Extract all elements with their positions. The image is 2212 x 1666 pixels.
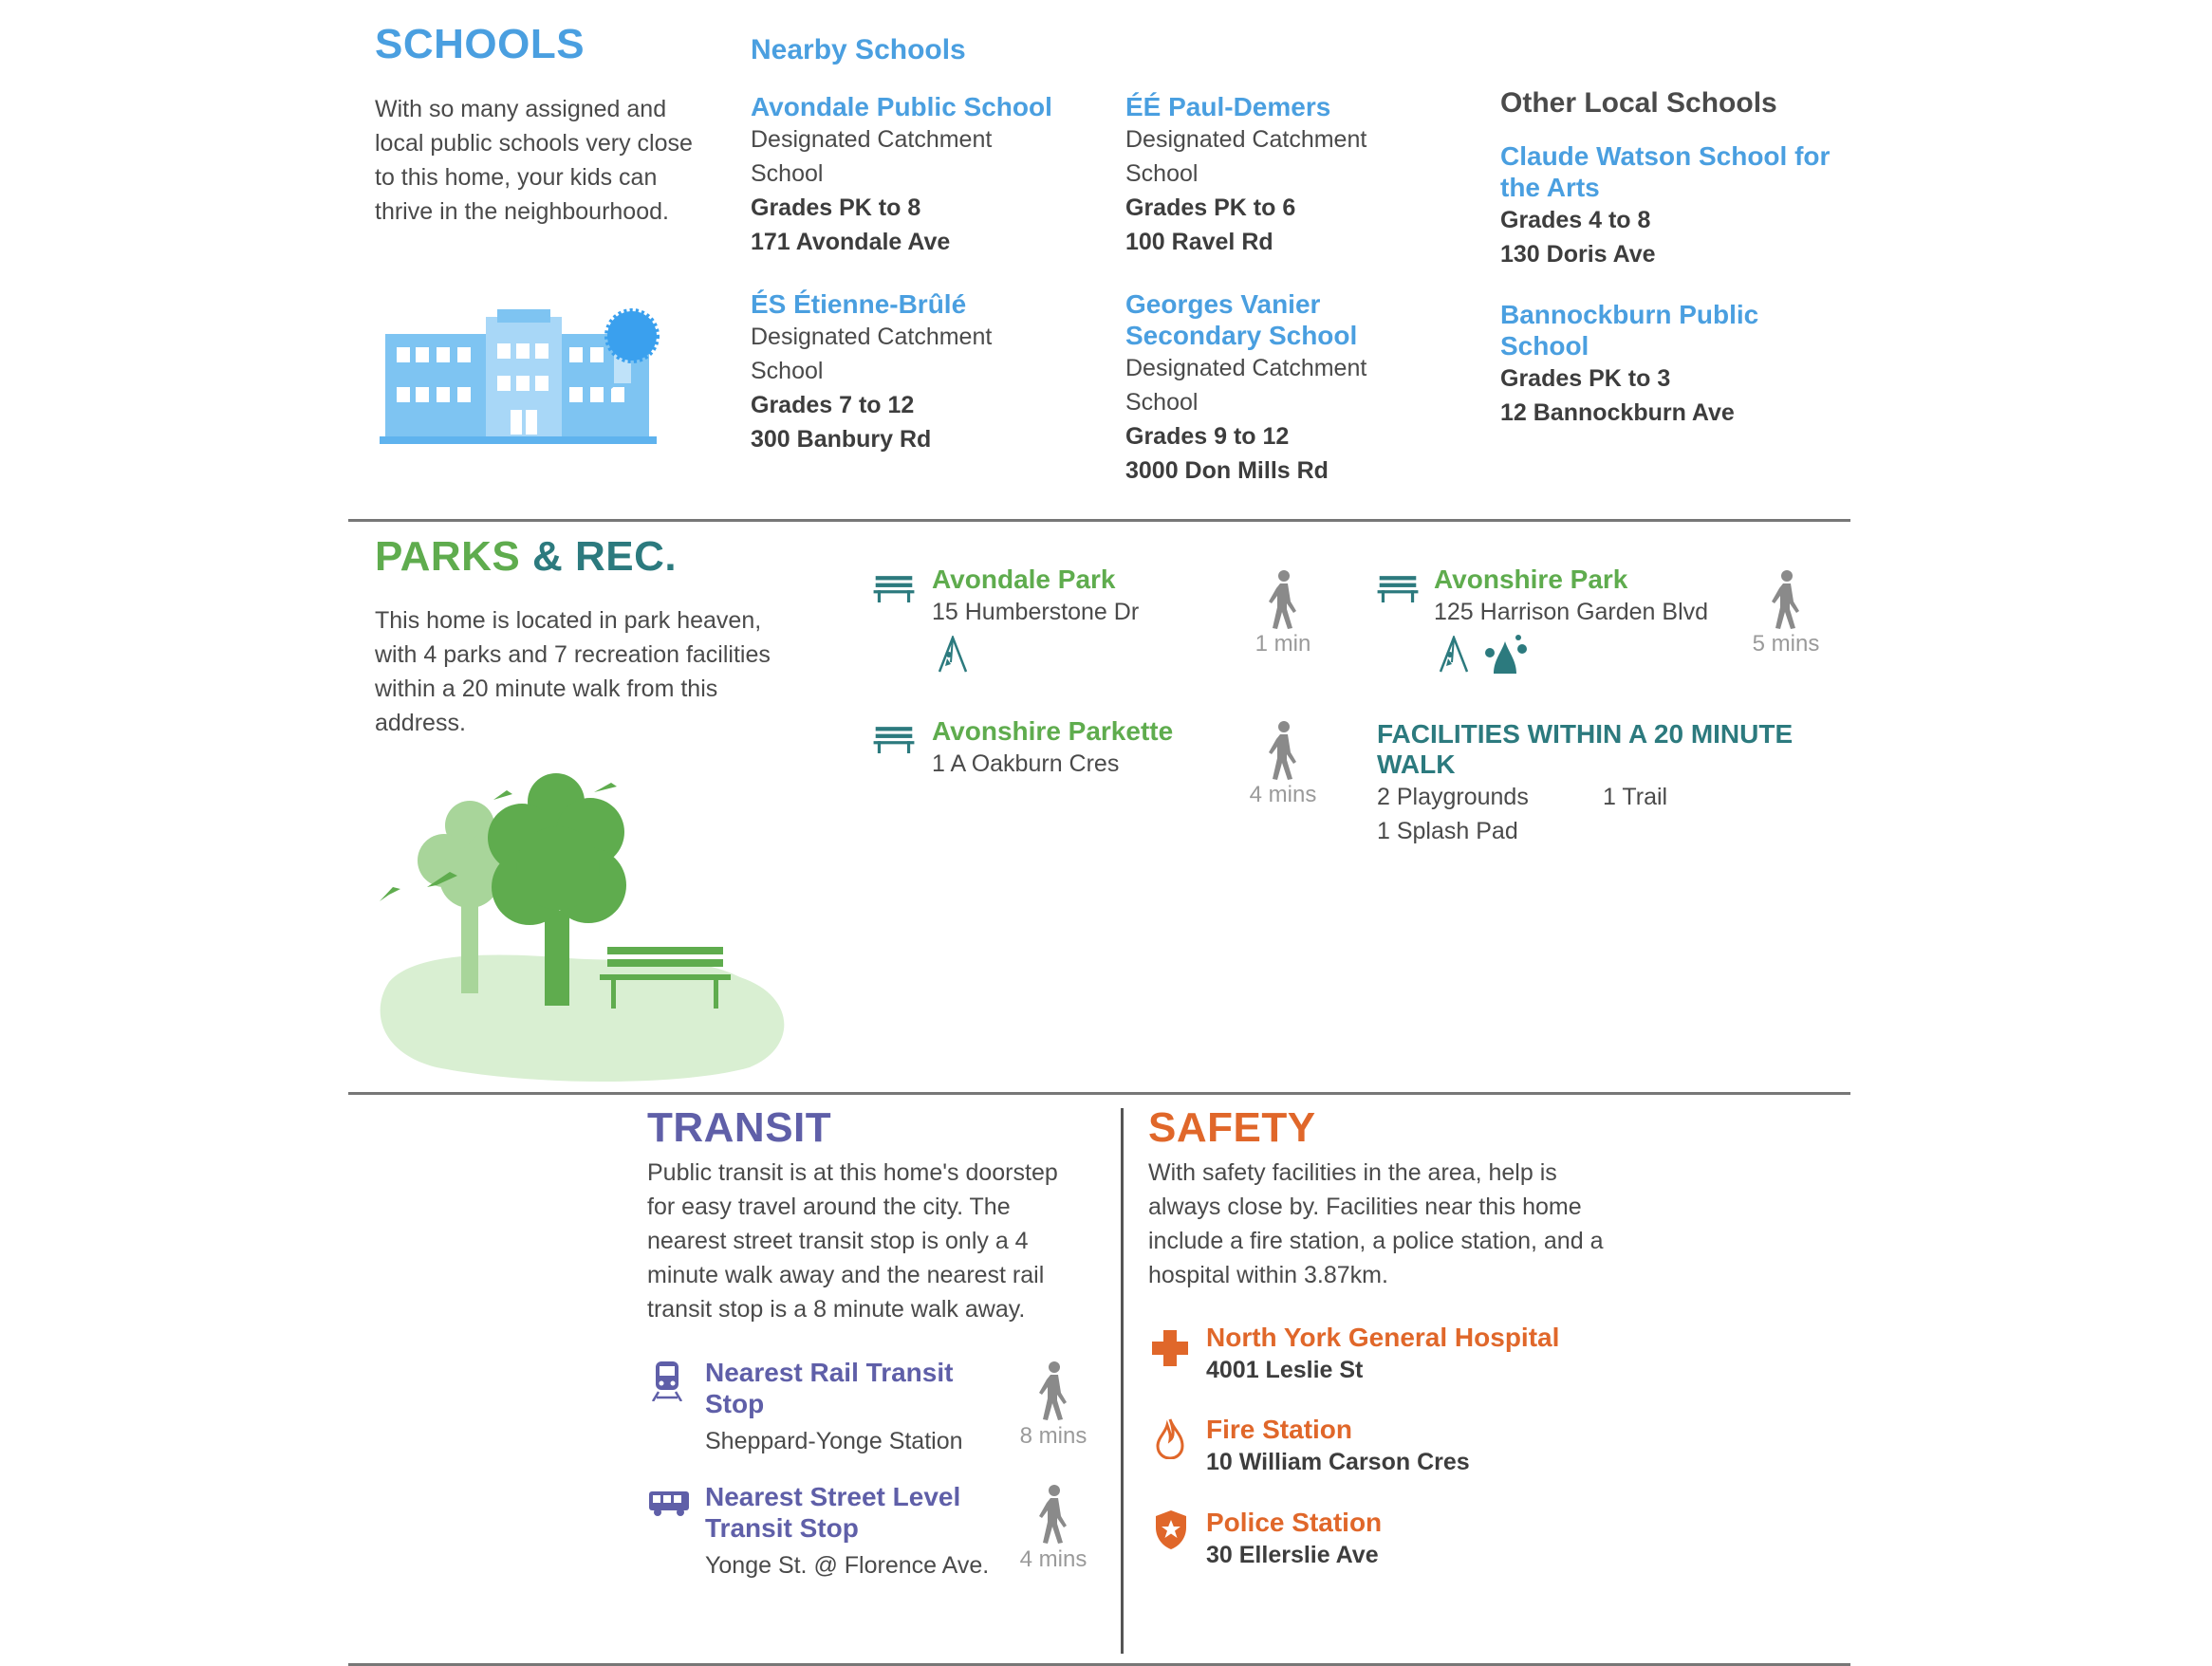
school-name[interactable]: Claude Watson School for the Arts [1500, 141, 1831, 202]
school-address: 12 Bannockburn Ave [1500, 399, 1735, 426]
school-name[interactable]: Georges Vanier Secondary School [1125, 289, 1358, 350]
school-card [1500, 140, 1842, 271]
splash-pad-icon [1484, 634, 1528, 676]
school-grades: Grades PK to 6 [1125, 194, 1296, 221]
safety-name[interactable]: Police Station [1206, 1508, 1383, 1537]
school-type: Designated Catchment School [1125, 126, 1367, 187]
safety-address: 4001 Leslie St [1206, 1357, 1364, 1383]
park-item [932, 715, 1255, 780]
school-type: Designated Catchment School [751, 324, 993, 384]
school-grades: Grades 4 to 8 [1500, 207, 1651, 233]
bench-icon [873, 574, 915, 602]
facility-item: 1 Splash Pad [1377, 818, 1518, 844]
school-name[interactable]: Bannockburn Public School [1500, 300, 1759, 361]
section-divider [348, 519, 1850, 522]
walk-time: 5 mins [1752, 631, 1820, 657]
parks-title-a: PARKS [375, 533, 521, 580]
bench-icon [873, 725, 915, 753]
safety-name[interactable]: Fire Station [1206, 1415, 1353, 1444]
walk-time: 1 min [1255, 631, 1311, 657]
walking-person-icon [1767, 569, 1805, 630]
parks-description: This home is located in park heaven, with 4 parks and 7 recreation facilities within a 20 minute walk from this address. [375, 607, 771, 736]
bench-icon [1377, 574, 1419, 602]
police-shield-icon [1154, 1509, 1188, 1550]
section-divider [348, 1092, 1850, 1095]
park-item [1434, 564, 1757, 628]
safety-item [1206, 1507, 1605, 1571]
school-grades: Grades 9 to 12 [1125, 423, 1290, 450]
transit-item [705, 1481, 1028, 1582]
schools-title: SCHOOLS [375, 21, 586, 67]
school-address: 300 Banbury Rd [751, 426, 932, 453]
safety-address: 10 William Carson Cres [1206, 1449, 1470, 1475]
park-address: 15 Humberstone Dr [932, 599, 1140, 625]
safety-title: SAFETY [1148, 1104, 1316, 1151]
transit-name[interactable]: Nearest Rail Transit Stop [705, 1358, 954, 1418]
walking-person-icon [1264, 569, 1302, 630]
award-ribbon-icon [600, 304, 666, 391]
walking-person-icon [1034, 1361, 1072, 1421]
bus-icon [647, 1490, 691, 1518]
parks-title-b: & REC. [532, 533, 678, 580]
park-address: 1 A Oakburn Cres [932, 750, 1120, 777]
school-name[interactable]: Avondale Public School [751, 92, 1052, 121]
school-card [1500, 299, 1785, 430]
walk-time: 4 mins [1249, 782, 1317, 807]
school-grades: Grades PK to 8 [751, 194, 921, 221]
park-address: 125 Harrison Garden Blvd [1434, 599, 1709, 625]
safety-item [1206, 1414, 1605, 1478]
transit-title: TRANSIT [647, 1104, 832, 1151]
park-item [932, 564, 1217, 628]
park-illustration-icon [380, 773, 797, 1082]
other-schools-heading: Other Local Schools [1500, 87, 1777, 119]
facility-item: 1 Trail [1603, 784, 1668, 810]
walking-person-icon [1034, 1484, 1072, 1545]
school-address: 100 Ravel Rd [1125, 229, 1273, 255]
transit-stop: Yonge St. @ Florence Ave. [705, 1552, 990, 1579]
safety-name[interactable]: North York General Hospital [1206, 1323, 1560, 1352]
safety-description: With safety facilities in the area, help is always close by. Facilities near this home include a fire station, a police station, and a hospital within 3.87km. [1148, 1159, 1604, 1288]
transit-description: Public transit is at this home's doorstep for easy travel around the city. The nearest street transit stop is only a 4 minute walk away and the nearest rail transit stop is a 8 minute walk away. [647, 1159, 1058, 1323]
hospital-cross-icon [1150, 1328, 1190, 1368]
transit-name[interactable]: Nearest Street Level Transit Stop [705, 1482, 961, 1543]
transit-stop: Sheppard-Yonge Station [705, 1428, 963, 1454]
transit-item [705, 1357, 1018, 1457]
train-icon [651, 1360, 683, 1401]
park-name[interactable]: Avonshire Park [1434, 565, 1628, 594]
school-grades: Grades PK to 3 [1500, 365, 1671, 392]
school-card [751, 91, 1092, 259]
facility-item: 2 Playgrounds [1377, 784, 1529, 810]
walk-time: 4 mins [1019, 1546, 1087, 1572]
school-card [1125, 288, 1410, 488]
parks-title [375, 533, 677, 581]
school-name[interactable]: ÉÉ Paul-Demers [1125, 92, 1331, 121]
school-name[interactable]: ÉS Étienne-Brûlé [751, 289, 967, 319]
school-address: 171 Avondale Ave [751, 229, 951, 255]
fire-flame-icon [1156, 1417, 1184, 1459]
nearby-schools-heading: Nearby Schools [751, 34, 966, 65]
walking-person-icon [1264, 720, 1302, 781]
playground-swing-icon [1437, 636, 1471, 674]
column-divider [1121, 1108, 1124, 1654]
safety-item [1206, 1322, 1605, 1386]
walk-time: 8 mins [1019, 1423, 1087, 1449]
school-address: 130 Doris Ave [1500, 241, 1656, 268]
facilities-title: FACILITIES WITHIN A 20 MINUTE WALK [1377, 719, 1794, 779]
school-address: 3000 Don Mills Rd [1125, 457, 1329, 484]
school-grades: Grades 7 to 12 [751, 392, 915, 418]
schools-description: With so many assigned and local public schools very close to this home, your kids can thrive in the neighbourhood. [375, 96, 693, 225]
school-type: Designated Catchment School [1125, 355, 1367, 416]
school-type: Designated Catchment School [751, 126, 993, 187]
park-name[interactable]: Avonshire Parkette [932, 716, 1174, 746]
school-card [751, 288, 1092, 456]
safety-address: 30 Ellerslie Ave [1206, 1542, 1379, 1568]
playground-swing-icon [936, 636, 970, 674]
park-name[interactable]: Avondale Park [932, 565, 1116, 594]
school-card [1125, 91, 1467, 259]
